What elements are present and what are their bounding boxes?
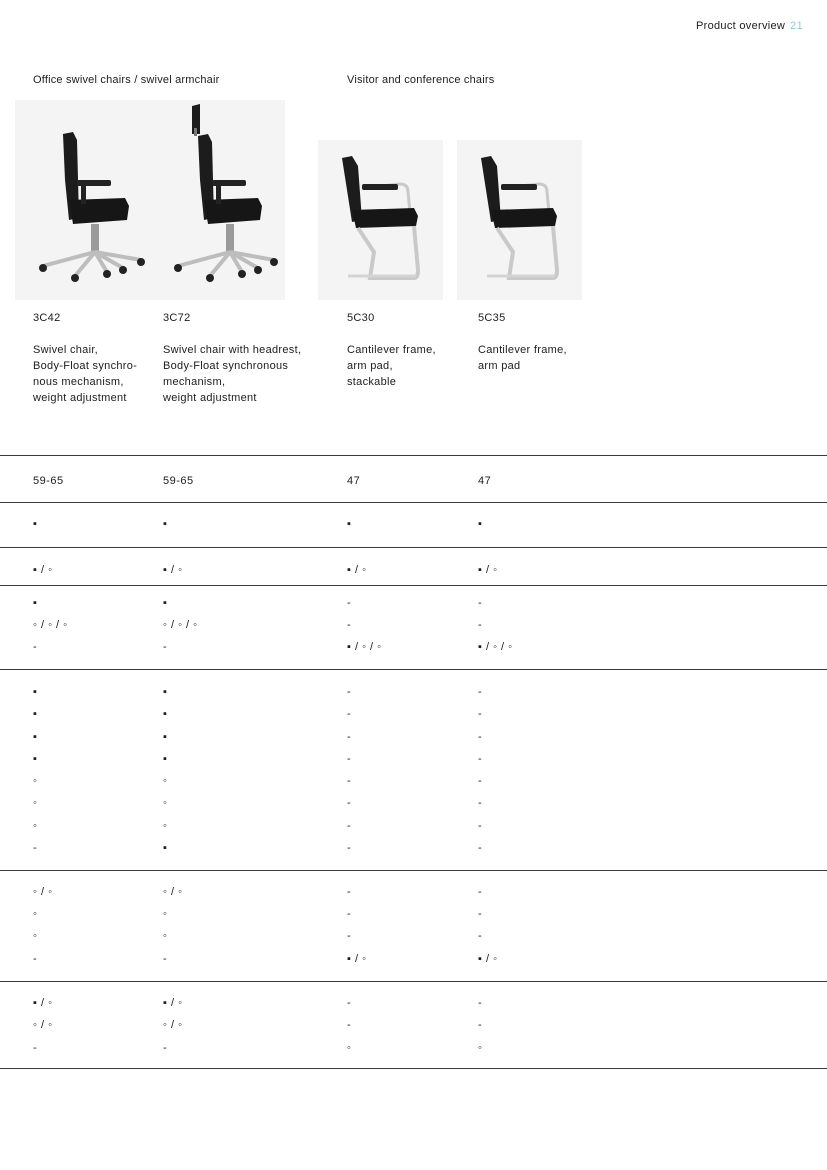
table-cell: - bbox=[478, 775, 483, 787]
table-cell: 59-65 bbox=[33, 475, 64, 487]
table-cell: ◦ bbox=[33, 820, 38, 832]
table-cell: ◦ / ◦ / ◦ bbox=[33, 619, 68, 631]
table-divider bbox=[0, 547, 827, 548]
table-cell: ▪ bbox=[478, 518, 483, 530]
table-cell: - bbox=[478, 842, 483, 854]
table-cell: - bbox=[347, 886, 352, 898]
table-cell: ◦ bbox=[33, 775, 38, 787]
table-cell: ▪ bbox=[163, 753, 168, 765]
table-cell: ◦ bbox=[163, 820, 168, 832]
table-cell: ◦ bbox=[33, 797, 38, 809]
table-cell: - bbox=[347, 597, 352, 609]
table-cell: ▪ bbox=[163, 518, 168, 530]
table-cell: ▪ bbox=[163, 686, 168, 698]
table-cell: - bbox=[347, 708, 352, 720]
table-divider bbox=[0, 870, 827, 871]
table-cell: ▪ bbox=[33, 708, 38, 720]
table-cell: ▪ bbox=[163, 708, 168, 720]
table-cell: ▪ bbox=[347, 518, 352, 530]
table-cell: - bbox=[478, 908, 483, 920]
table-cell: ◦ / ◦ bbox=[33, 886, 53, 898]
table-cell: ◦ bbox=[478, 1042, 483, 1054]
table-cell: - bbox=[163, 1042, 168, 1054]
table-cell: - bbox=[347, 820, 352, 832]
table-cell: - bbox=[478, 619, 483, 631]
table-cell: - bbox=[478, 686, 483, 698]
section-title: Product overview bbox=[695, 20, 786, 32]
table-cell: - bbox=[347, 842, 352, 854]
table-cell: ◦ bbox=[33, 908, 38, 920]
table-divider bbox=[0, 455, 827, 456]
table-cell: ▪ bbox=[33, 518, 38, 530]
table-cell: - bbox=[347, 731, 352, 743]
table-cell: ▪ / ◦ bbox=[347, 564, 367, 576]
table-cell: - bbox=[478, 797, 483, 809]
table-cell: - bbox=[478, 708, 483, 720]
table-cell: ▪ / ◦ bbox=[163, 564, 183, 576]
table-cell: ◦ bbox=[347, 1042, 352, 1054]
model-number: 5C35 bbox=[478, 312, 506, 324]
table-cell: - bbox=[163, 953, 168, 965]
table-cell: - bbox=[347, 753, 352, 765]
table-cell: - bbox=[347, 997, 352, 1009]
model-number: 3C72 bbox=[163, 312, 191, 324]
table-cell: ▪ / ◦ bbox=[163, 997, 183, 1009]
table-cell: - bbox=[163, 641, 168, 653]
table-cell: - bbox=[478, 597, 483, 609]
table-cell: ◦ bbox=[163, 930, 168, 942]
table-cell: - bbox=[33, 641, 38, 653]
table-cell: - bbox=[478, 1019, 483, 1031]
model-number: 3C42 bbox=[33, 312, 61, 324]
product-image-3c72 bbox=[150, 100, 285, 300]
table-cell: ◦ / ◦ bbox=[163, 886, 183, 898]
page-header bbox=[696, 20, 803, 32]
table-cell: - bbox=[478, 731, 483, 743]
table-cell: ◦ bbox=[163, 797, 168, 809]
table-divider bbox=[0, 1068, 827, 1069]
table-cell: - bbox=[33, 953, 38, 965]
table-divider bbox=[0, 981, 827, 982]
table-cell: ▪ / ◦ / ◦ bbox=[478, 641, 513, 653]
table-cell: - bbox=[347, 797, 352, 809]
product-image-3c42 bbox=[15, 100, 150, 300]
table-cell: - bbox=[33, 842, 38, 854]
table-cell: ▪ bbox=[33, 731, 38, 743]
product-image-5c35 bbox=[457, 140, 582, 300]
category-visitor-chairs: Visitor and conference chairs bbox=[347, 74, 495, 86]
table-cell: - bbox=[478, 753, 483, 765]
table-divider bbox=[0, 585, 827, 586]
table-cell: ▪ / ◦ bbox=[347, 953, 367, 965]
table-cell: - bbox=[33, 1042, 38, 1054]
table-cell: - bbox=[478, 886, 483, 898]
table-cell: ▪ bbox=[163, 597, 168, 609]
table-cell: ▪ / ◦ / ◦ bbox=[347, 641, 382, 653]
model-number: 5C30 bbox=[347, 312, 375, 324]
table-cell: - bbox=[347, 1019, 352, 1031]
product-description: Cantilever frame, arm pad, stackable bbox=[347, 344, 436, 388]
product-image-5c30 bbox=[318, 140, 443, 300]
table-cell: ▪ / ◦ bbox=[33, 997, 53, 1009]
table-cell: ◦ / ◦ bbox=[163, 1019, 183, 1031]
category-office-chairs: Office swivel chairs / swivel armchair bbox=[33, 74, 220, 86]
table-cell: ▪ bbox=[163, 731, 168, 743]
product-description: Swivel chair with headrest, Body-Float synchronous mechanism, weight adjustment bbox=[163, 344, 302, 404]
table-divider bbox=[0, 502, 827, 503]
table-divider bbox=[0, 669, 827, 670]
table-cell: - bbox=[478, 820, 483, 832]
table-cell: ◦ bbox=[163, 908, 168, 920]
table-cell: - bbox=[478, 997, 483, 1009]
table-cell: - bbox=[347, 619, 352, 631]
table-cell: - bbox=[347, 908, 352, 920]
page-number: 21 bbox=[790, 20, 803, 32]
table-cell: 47 bbox=[347, 475, 361, 487]
table-cell: ◦ / ◦ / ◦ bbox=[163, 619, 198, 631]
table-cell: - bbox=[347, 775, 352, 787]
table-cell: ▪ / ◦ bbox=[478, 953, 498, 965]
table-cell: ▪ bbox=[33, 686, 38, 698]
table-cell: ◦ bbox=[33, 930, 38, 942]
table-cell: ▪ / ◦ bbox=[478, 564, 498, 576]
table-cell: ▪ bbox=[163, 842, 168, 854]
table-cell: - bbox=[478, 930, 483, 942]
table-cell: ◦ / ◦ bbox=[33, 1019, 53, 1031]
table-cell: ▪ / ◦ bbox=[33, 564, 53, 576]
product-description: Cantilever frame, arm pad bbox=[478, 344, 567, 372]
table-cell: ▪ bbox=[33, 597, 38, 609]
table-cell: - bbox=[347, 686, 352, 698]
table-cell: ▪ bbox=[33, 753, 38, 765]
table-cell: ◦ bbox=[163, 775, 168, 787]
table-cell: 59-65 bbox=[163, 475, 194, 487]
table-cell: - bbox=[347, 930, 352, 942]
product-description: Swivel chair, Body-Float synchro- nous mechanism, weight adjustment bbox=[33, 344, 138, 404]
table-cell: 47 bbox=[478, 475, 492, 487]
